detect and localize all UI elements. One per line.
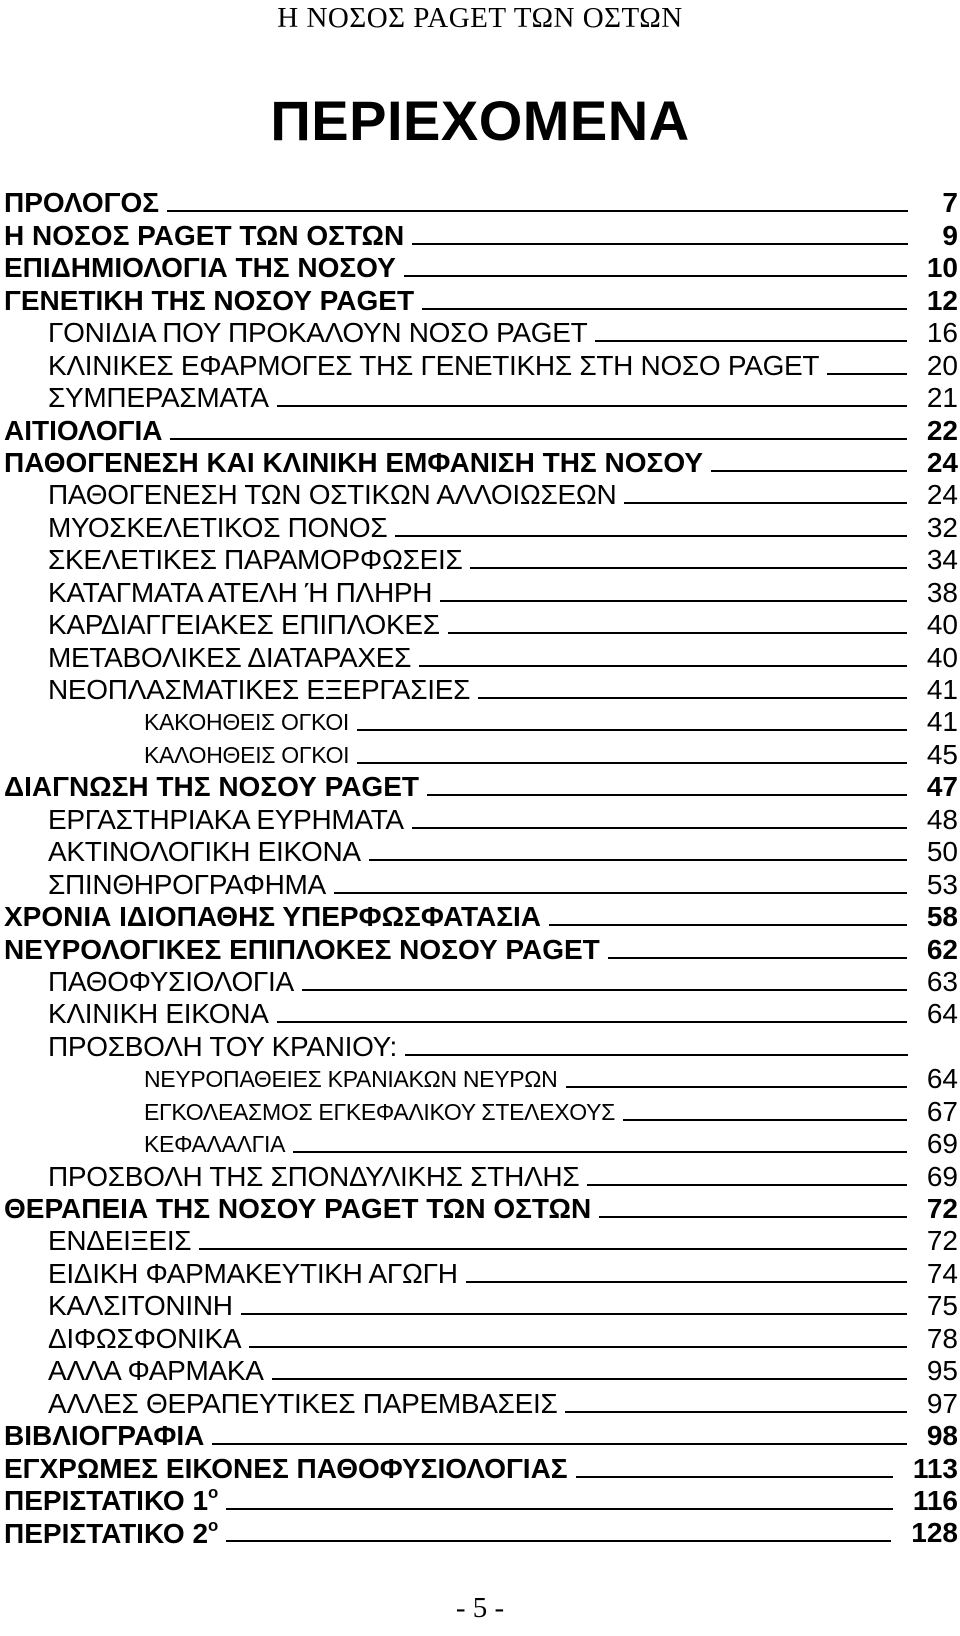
toc-leader-line: [448, 632, 907, 634]
toc-leader-line: [334, 892, 907, 894]
toc-leader-line: [249, 1346, 907, 1348]
toc-entry-label-text: ΚΛΙΝΙΚΗ ΕΙΚΟΝΑ: [48, 998, 269, 1030]
toc-entry-label: [4, 252, 396, 284]
toc-entry: [4, 836, 958, 868]
toc-entry-page: 128: [911, 1517, 958, 1549]
toc-entry-label: [4, 577, 432, 609]
toc-entry-label: [4, 1290, 233, 1322]
toc-entry-page: 38: [926, 576, 958, 608]
toc-entry-label-text: ΚΑΤΑΓΜΑΤΑ ΑΤΕΛΗ Ή ΠΛΗΡΗ: [48, 576, 433, 608]
toc-leader-line: [302, 989, 907, 991]
toc-entry-label-text: ΠΑΘΟΦΥΣΙΟΛΟΓΙΑ: [48, 965, 294, 997]
toc-entry-label: [4, 187, 159, 219]
toc-leader-line: [466, 1281, 907, 1283]
toc-leader-line: [357, 762, 907, 764]
toc-leader-line: [395, 535, 906, 537]
toc-entry-label-text: ΓΟΝΙΔΙΑ ΠΟΥ ΠΡΟΚΑΛΟΥΝ ΝΟΣΟ PAGET: [48, 317, 588, 349]
toc-entry: [4, 1322, 958, 1354]
toc-entry-label: [4, 1128, 285, 1160]
toc-entry-label: [4, 1193, 591, 1225]
toc-entry: [4, 1225, 958, 1257]
toc-leader-line: [827, 373, 907, 375]
toc-entry-label-text: ΓΕΝΕΤΙΚΗ ΤΗΣ ΝΟΣΟΥ PAGET: [4, 284, 415, 316]
toc-entry: [4, 284, 958, 316]
toc-entry-page: 16: [926, 317, 958, 349]
toc-leader-line: [167, 210, 908, 212]
toc-leader-line: [565, 1411, 906, 1413]
toc-entry: [4, 1128, 958, 1160]
toc-entry: [4, 1095, 958, 1127]
toc-entry: [4, 219, 958, 251]
toc-entry-page: 78: [926, 1322, 958, 1354]
toc-entry: [4, 1257, 958, 1289]
toc-entry-page: 53: [926, 868, 958, 900]
toc-entry-label-text: ΔΙΑΓΝΩΣΗ ΤΗΣ ΝΟΣΟΥ PAGET: [4, 771, 419, 803]
toc-entry-label-text: ΣΚΕΛΕΤΙΚΕΣ ΠΑΡΑΜΟΡΦΩΣΕΙΣ: [48, 544, 463, 576]
toc-entry-label-text: ΠΕΡΙΣΤΑΤΙΚΟ 1: [4, 1484, 209, 1516]
toc-entry-label-text: ΣΠΙΝΘΗΡΟΓΡΑΦΗΜΑ: [48, 868, 326, 900]
toc-leader-line: [440, 600, 907, 602]
toc-entry-label: [4, 901, 541, 933]
toc-leader-line: [412, 827, 907, 829]
toc-leader-line: [170, 438, 906, 440]
toc-entry-page: 64: [926, 998, 958, 1030]
toc-entry-label: [4, 1420, 204, 1452]
toc-entry: [4, 414, 958, 446]
toc-entry: [4, 771, 958, 803]
toc-entry-label: [4, 1510, 218, 1550]
toc-entry-label-text: ΝΕΥΡΟΛΟΓΙΚΕΣ ΕΠΙΠΛΟΚΕΣ ΝΟΣΟΥ PAGET: [4, 933, 600, 965]
toc-entry-label-text: ΑΙΤΙΟΛΟΓΙΑ: [4, 414, 163, 446]
toc-entry: [4, 1063, 958, 1095]
toc-entry-label: [4, 1161, 579, 1193]
toc-entry-page: 41: [926, 674, 958, 705]
toc-entry-label: [4, 285, 414, 317]
toc-leader-line: [277, 1021, 907, 1023]
toc-entry-page: 9: [942, 219, 958, 251]
toc-entry-label-text: ΜΕΤΑΒΟΛΙΚΕΣ ΔΙΑΤΑΡΑΧΕΣ: [48, 641, 412, 673]
toc-entry-label-text: ΕΓΚΟΛΕΑΣΜΟΣ ΕΓΚΕΦΑΛΙΚΟΥ ΣΤΕΛΕΧΟΥΣ: [144, 1098, 616, 1125]
toc-entry-label-text: ΠΕΡΙΣΤΑΤΙΚΟ 2: [4, 1517, 209, 1549]
toc-entry-label: [4, 804, 404, 836]
toc-entry: [4, 1193, 958, 1225]
toc-leader-line: [226, 1540, 891, 1542]
toc-entry-label-text: ΝΕΟΠΛΑΣΜΑΤΙΚΕΣ ΕΞΕΡΓΑΣΙΕΣ: [48, 674, 471, 705]
toc-entry-page: 95: [926, 1355, 958, 1387]
toc-entry-page: 67: [926, 1095, 958, 1127]
toc-entry-label-superscript: ο: [208, 1515, 219, 1535]
toc-entry-label: [4, 1031, 397, 1063]
toc-entry-label-text: ΣΥΜΠΕΡΑΣΜΑΤΑ: [48, 382, 269, 414]
toc-entry-label-text: ΘΕΡΑΠΕΙΑ ΤΗΣ ΝΟΣΟΥ PAGET ΤΩΝ ΟΣΤΩΝ: [4, 1193, 592, 1224]
toc-entry-label: [4, 447, 703, 479]
toc-leader-line: [470, 567, 906, 569]
toc-entry: [4, 1160, 958, 1192]
toc-leader-line: [199, 1248, 907, 1250]
toc-entry-label-text: ΠΑΘΟΓΕΝΕΣΗ ΤΩΝ ΟΣΤΙΚΩΝ ΑΛΛΟΙΩΣΕΩΝ: [48, 479, 617, 511]
toc-entry-label: [4, 220, 404, 252]
toc-entry: [4, 479, 958, 511]
toc-leader-line: [277, 405, 907, 407]
toc-entry: [4, 933, 958, 965]
toc-entry-page: 72: [926, 1225, 958, 1257]
toc-leader-line: [369, 859, 907, 861]
toc-entry: [4, 511, 958, 543]
toc-leader-line: [599, 1216, 907, 1218]
toc-entry-label-text: ΠΑΘΟΓΕΝΕΣΗ ΚΑΙ ΚΛΙΝΙΚΗ ΕΜΦΑΝΙΣΗ ΤΗΣ ΝΟΣΟΥ: [4, 446, 703, 478]
toc-entry: [4, 1030, 958, 1062]
toc-entry-label: [4, 512, 387, 544]
toc-leader-line: [404, 275, 907, 277]
toc-entry-label: [4, 350, 819, 382]
toc-entry-page: 75: [926, 1290, 958, 1322]
toc-entry-label-text: Η ΝΟΣΟΣ PAGET ΤΩΝ ΟΣΤΩΝ: [4, 219, 405, 251]
toc-entry-page: 113: [912, 1452, 958, 1484]
toc-entry-page: 24: [926, 479, 958, 511]
toc-entry: [4, 1290, 958, 1322]
toc-entry: [4, 252, 958, 284]
toc-entry: [4, 1420, 958, 1452]
toc-entry-page: 69: [926, 1128, 958, 1160]
toc-entry-label-text: ΚΑΚΟΗΘΕΙΣ ΟΓΚΟΙ: [144, 709, 350, 736]
toc-entry-label: [4, 739, 349, 771]
toc-entry-page: 98: [926, 1420, 958, 1452]
toc-entry-label-text: ΚΑΡΔΙΑΓΓΕΙΑΚΕΣ ΕΠΙΠΛΟΚΕΣ: [48, 609, 440, 641]
toc-leader-line: [623, 1119, 907, 1121]
toc-entry: [4, 317, 958, 349]
toc-entry-page: 7: [942, 187, 958, 219]
toc-entry-label-text: ΒΙΒΛΙΟΓΡΑΦΙΑ: [4, 1420, 205, 1452]
toc-entry-page: 69: [926, 1160, 958, 1192]
toc-entry-page: 41: [926, 706, 958, 738]
toc-leader-line: [624, 502, 906, 504]
toc-entry: [4, 1517, 958, 1549]
toc-leader-line: [405, 1054, 908, 1056]
toc-entry-label: [4, 674, 470, 706]
toc-leader-line: [549, 924, 907, 926]
toc-entry-page: 40: [926, 609, 958, 641]
toc-entry: [4, 868, 958, 900]
toc-entry-label: [4, 934, 600, 966]
toc-entry-page: 48: [926, 803, 958, 835]
toc-leader-line: [422, 308, 907, 310]
toc-leader-line: [478, 697, 907, 699]
toc-entry: [4, 187, 958, 219]
toc-entry-page: 97: [926, 1387, 958, 1419]
toc-entry-page: 64: [926, 1063, 958, 1095]
toc-entry: [4, 966, 958, 998]
toc-entry-label: [4, 1355, 264, 1387]
toc-leader-line: [412, 243, 908, 245]
toc-entry-label-text: ΧΡΟΝΙΑ ΙΔΙΟΠΑΘΗΣ ΥΠΕΡΦΩΣΦΑΤΑΣΙΑ: [4, 901, 542, 933]
toc-entry-label-text: ΜΥΟΣΚΕΛΕΤΙΚΟΣ ΠΟΝΟΣ: [48, 511, 388, 543]
toc-entry-label: [4, 642, 411, 674]
toc-entry-page: 12: [926, 284, 958, 316]
toc-leader-line: [357, 729, 907, 731]
toc-entry-label-text: ΕΡΓΑΣΤΗΡΙΑΚΑ ΕΥΡΗΜΑΤΑ: [48, 803, 404, 835]
toc-entry: [4, 349, 958, 381]
toc-entry: [4, 738, 958, 770]
toc-entry-page: 47: [926, 771, 958, 803]
toc-leader-line: [711, 470, 907, 472]
toc-entry-label-text: ΑΛΛΕΣ ΘΕΡΑΠΕΥΤΙΚΕΣ ΠΑΡΕΜΒΑΣΕΙΣ: [48, 1387, 558, 1419]
toc-entry-page: 10: [926, 252, 958, 284]
toc-entry-label-text: ΠΡΟΛΟΓΟΣ: [4, 187, 160, 219]
toc-entry-label: [4, 869, 326, 901]
toc-entry-label: [4, 1225, 191, 1257]
toc-entry-page: 34: [926, 544, 958, 576]
toc-entry-page: 20: [926, 349, 958, 381]
toc-entry: [4, 576, 958, 608]
toc-entry-page: 24: [926, 446, 958, 478]
toc-entry: [4, 901, 958, 933]
toc-leader-line: [427, 794, 907, 796]
page-title: ΠΕΡΙΕΧΟΜΕΝΑ: [270, 89, 690, 152]
toc-leader-line: [587, 1184, 907, 1186]
toc-entry-page: 62: [926, 933, 958, 965]
toc-entry-label: [4, 544, 462, 576]
toc-entry-label: [4, 1063, 558, 1095]
toc-entry-label: [4, 382, 269, 414]
toc-entry-label-text: ΕΠΙΔΗΜΙΟΛΟΓΙΑ ΤΗΣ ΝΟΣΟΥ: [4, 252, 396, 284]
toc-leader-line: [576, 1476, 893, 1478]
toc-entry-label-text: ΑΚΤΙΝΟΛΟΓΙΚΗ ΕΙΚΟΝΑ: [48, 836, 361, 868]
toc-entry-label: [4, 1388, 557, 1420]
toc-entry-label-text: ΚΑΛΟΗΘΕΙΣ ΟΓΚΟΙ: [144, 741, 350, 768]
toc-entry-label-text: ΚΑΛΣΙΤΟΝΙΝΗ: [48, 1290, 233, 1322]
toc-leader-line: [226, 1508, 893, 1510]
toc-entry-label: [4, 415, 162, 447]
toc-entry-page: 22: [926, 414, 958, 446]
toc-entry-label-text: ΕΝΔΕΙΞΕΙΣ: [48, 1225, 192, 1257]
toc-entry-label-text: ΠΡΟΣΒΟΛΗ ΤΗΣ ΣΠΟΝΔΥΛΙΚΗΣ ΣΤΗΛΗΣ: [48, 1160, 580, 1192]
table-of-contents: [4, 187, 958, 1549]
toc-entry: [4, 1387, 958, 1419]
toc-entry-page: 45: [926, 738, 958, 770]
toc-entry-page: 40: [926, 641, 958, 673]
toc-leader-line: [419, 665, 907, 667]
toc-entry: [4, 641, 958, 673]
toc-entry: [4, 706, 958, 738]
toc-entry-page: 50: [926, 836, 958, 868]
toc-entry: [4, 382, 958, 414]
toc-entry-label: [4, 998, 269, 1030]
toc-entry-label-text: ΝΕΥΡΟΠΑΘΕΙΕΣ ΚΡΑΝΙΑΚΩΝ ΝΕΥΡΩΝ: [144, 1066, 558, 1093]
toc-entry-label-text: ΑΛΛΑ ΦΑΡΜΑΚΑ: [48, 1355, 264, 1387]
toc-entry-label-text: ΚΛΙΝΙΚΕΣ ΕΦΑΡΜΟΓΕΣ ΤΗΣ ΓΕΝΕΤΙΚΗΣ ΣΤΗ ΝΟΣΟ PAGET: [48, 349, 820, 381]
toc-entry-page: 74: [926, 1257, 958, 1289]
toc-entry-label: [4, 771, 419, 803]
toc-entry-page: 116: [912, 1484, 958, 1516]
toc-leader-line: [272, 1378, 907, 1380]
running-head: Η ΝΟΣΟΣ PAGET ΤΩΝ ΟΣΤΩΝ: [277, 2, 683, 34]
toc-entry-page: 72: [926, 1193, 958, 1224]
toc-entry-label: [4, 1096, 615, 1128]
toc-entry-label-text: ΕΙΔΙΚΗ ΦΑΡΜΑΚΕΥΤΙΚΗ ΑΓΩΓΗ: [48, 1257, 458, 1289]
toc-entry-label: [4, 1258, 458, 1290]
toc-entry-label-text: ΕΓΧΡΩΜΕΣ ΕΙΚΟΝΕΣ ΠΑΘΟΦΥΣΙΟΛΟΓΙΑΣ: [4, 1452, 568, 1484]
toc-entry-page: 21: [926, 382, 958, 414]
toc-entry-label-superscript: ο: [208, 1483, 219, 1503]
toc-entry-label: [4, 609, 440, 641]
toc-leader-line: [241, 1313, 907, 1315]
toc-entry-page: 63: [926, 965, 958, 997]
toc-entry-label-text: ΠΡΟΣΒΟΛΗ ΤΟΥ ΚΡΑΝΙΟΥ:: [48, 1030, 397, 1062]
toc-entry: [4, 609, 958, 641]
toc-entry: [4, 998, 958, 1030]
toc-entry-label: [4, 479, 616, 511]
toc-entry-label-text: ΔΙΦΩΣΦΟΝΙΚΑ: [48, 1322, 242, 1354]
toc-leader-line: [212, 1443, 907, 1445]
toc-leader-line: [293, 1151, 907, 1153]
page-number: - 5 -: [455, 1592, 505, 1624]
toc-entry-label-text: ΚΕΦΑΛΑΛΓΙΑ: [144, 1131, 286, 1158]
toc-entry-page: 58: [926, 901, 958, 933]
toc-entry-label: [4, 1323, 241, 1355]
toc-entry-label: [4, 706, 349, 738]
toc-leader-line: [566, 1086, 907, 1088]
toc-leader-line: [595, 340, 906, 342]
toc-entry-label: [4, 966, 294, 998]
toc-entry-page: 32: [926, 511, 958, 543]
toc-entry: [4, 544, 958, 576]
toc-leader-line: [608, 957, 907, 959]
toc-entry-label: [4, 317, 587, 349]
toc-entry: [4, 803, 958, 835]
toc-entry: [4, 1355, 958, 1387]
toc-entry-label: [4, 836, 361, 868]
toc-entry: [4, 447, 958, 479]
toc-entry: [4, 674, 958, 706]
